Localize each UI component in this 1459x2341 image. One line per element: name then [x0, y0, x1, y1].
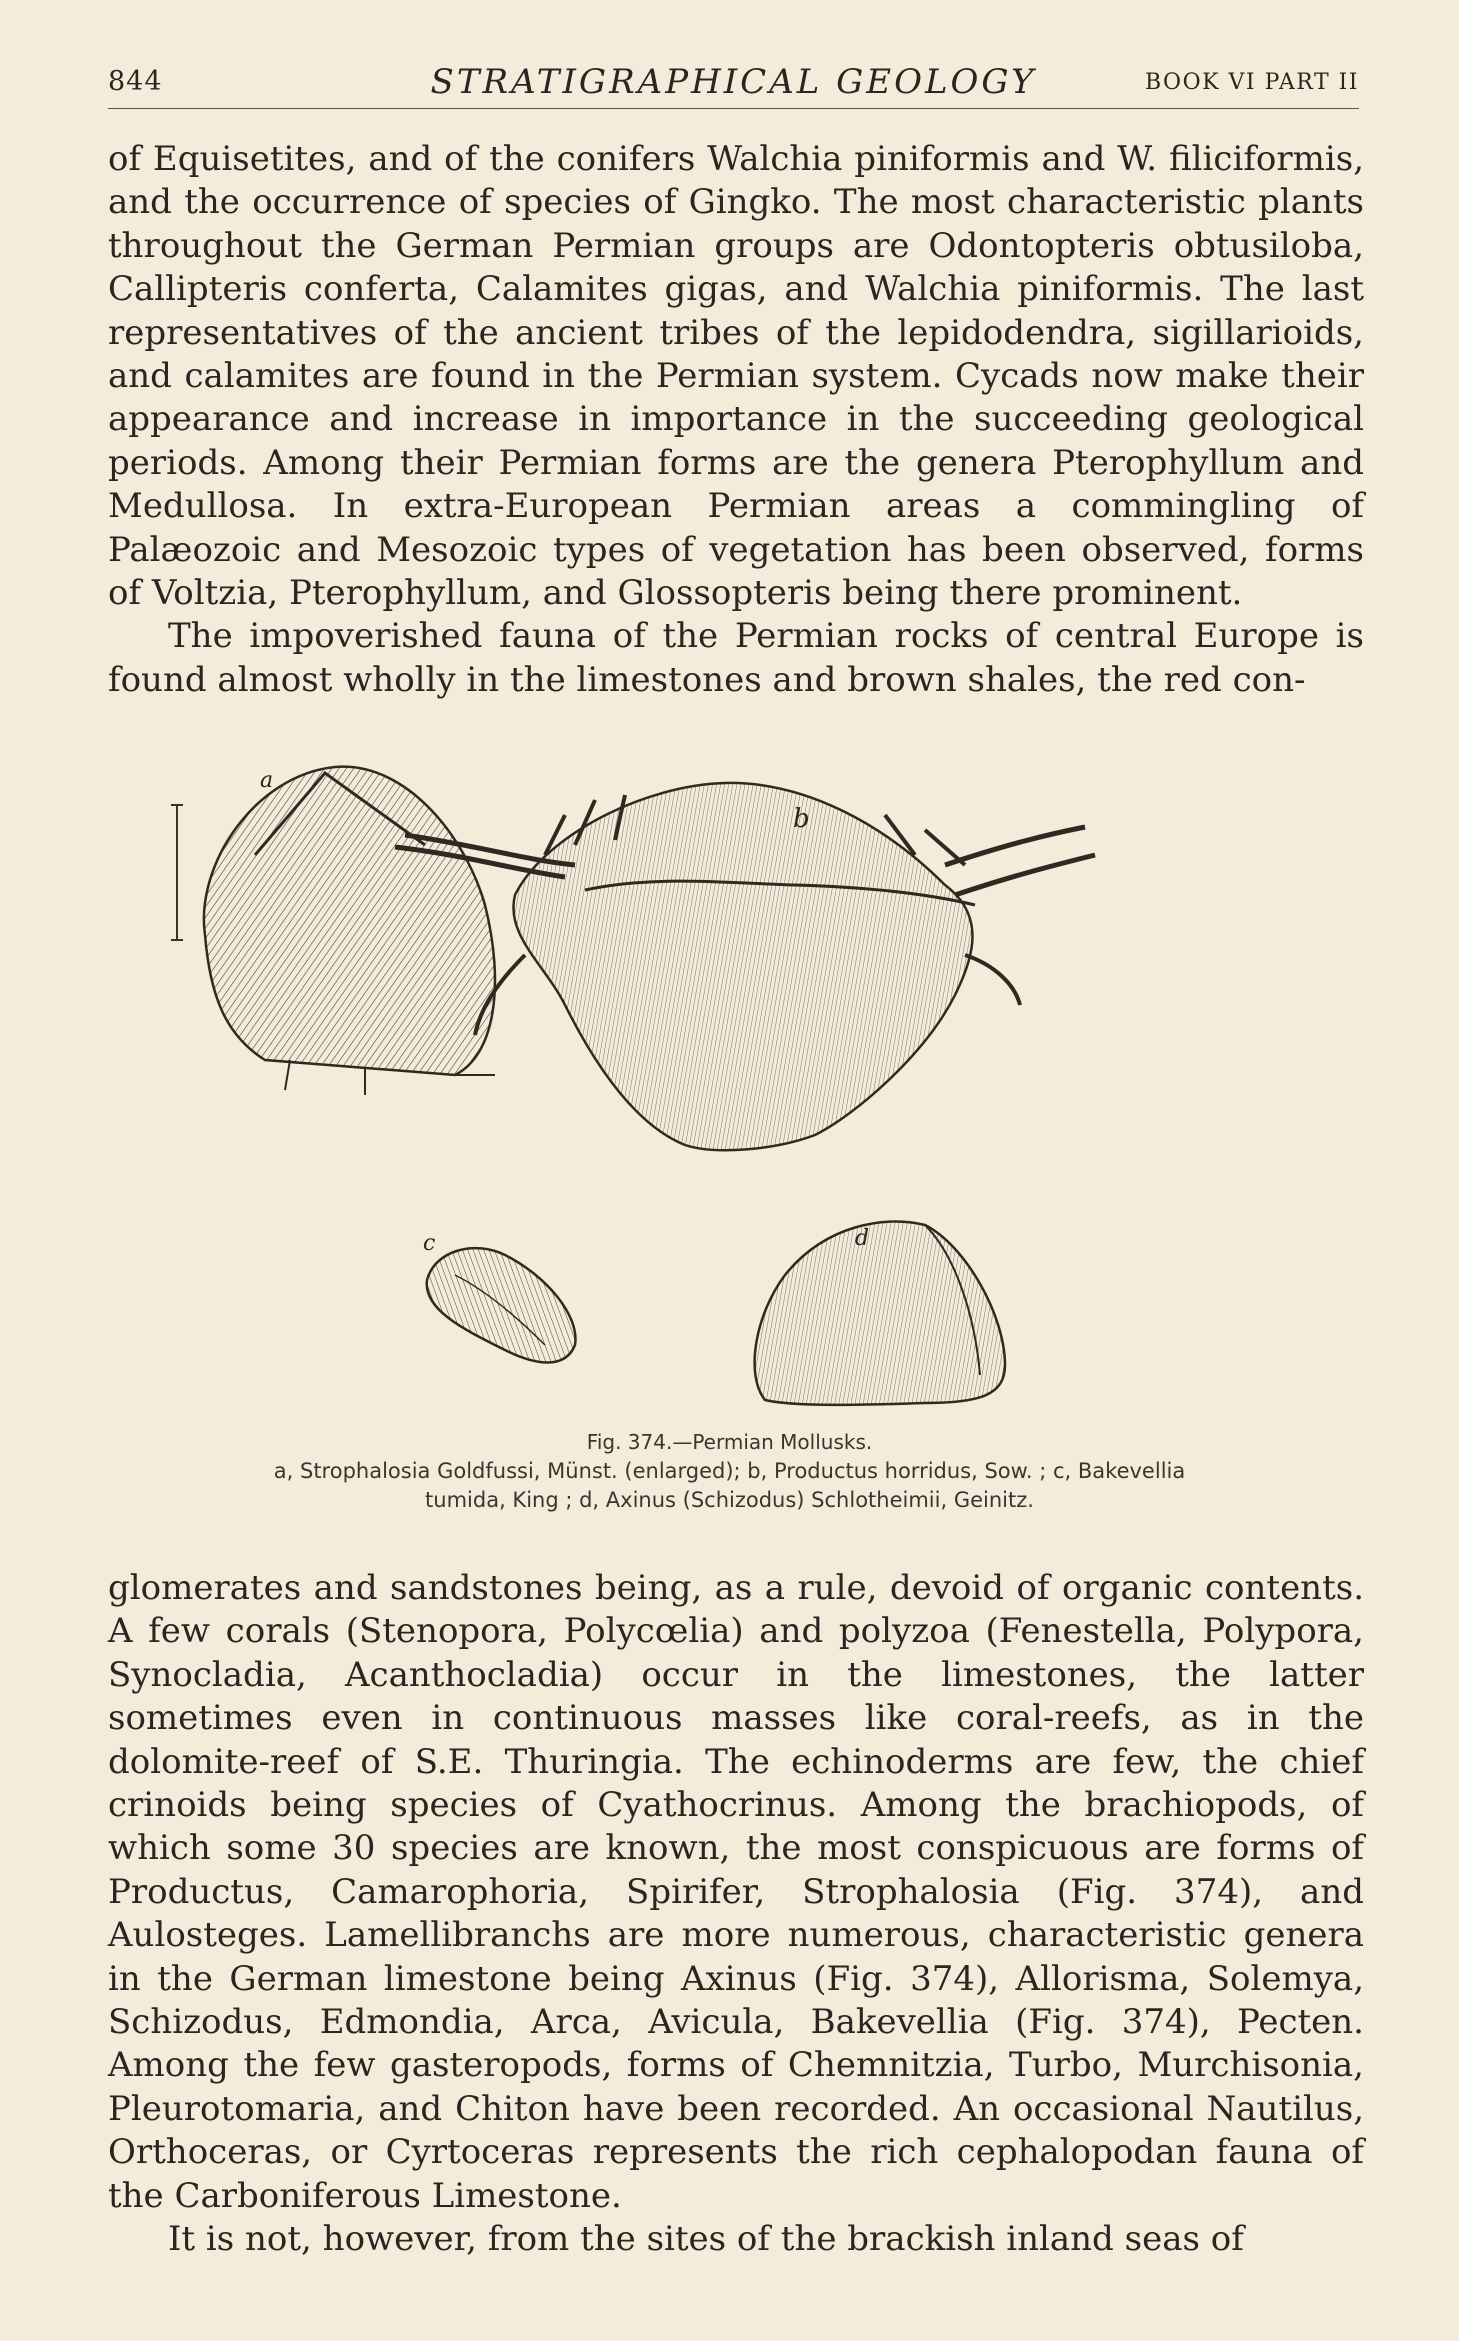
page-number: 844 — [108, 66, 163, 97]
label-d: d — [855, 1226, 870, 1251]
paragraph-flora: of Equisetites, and of the conifers Walchia piniformis and W. filiciformis, and the occurrence of species of Gingko. The most characteristic plants throughout the German Permian groups are Odontopteris obtusiloba, Callipteris conferta, Calamites gigas, and Walchia piniformis. The last representatives of the ancient tribes of the lepidodendra, sigillarioids, and calamites are found in the Permian system. Cycads now make their appearance and increase in importance in the succeeding geological periods. Among their Permian forms are the genera Pterophyllum and Medullosa. In extra-European Permian areas a commingling of Palæozoic and Mesozoic types of vegetation has been observed, forms of Voltzia, Pterophyllum, and Glossopteris being there prominent. — [108, 139, 1364, 614]
label-b: b — [793, 804, 810, 834]
text-block-bottom — [108, 1567, 1364, 2262]
paragraph-next: It is not, however, from the sites of the brackish inland seas of — [168, 2219, 1244, 2260]
specimen-d-axinus — [755, 1222, 1005, 1405]
figure-permian-mollusks — [165, 755, 1335, 1415]
specimen-c-bakevellia — [427, 1248, 576, 1362]
text-block-top — [108, 138, 1364, 702]
figure-caption — [150, 1428, 1309, 1515]
specimen-b-productus — [395, 783, 1095, 1150]
caption-line-1: a, Strophalosia Goldfussi, Münst. (enlarged); b, Productus horridus, Sow. ; c, Bakevellia — [273, 1459, 1186, 1483]
mollusk-illustration — [165, 755, 1335, 1415]
running-header — [108, 58, 1359, 109]
paragraph-fauna-intro: The impoverished fauna of the Permian rocks of central Europe is found almost wholly in the limestones and brown shales, the red con- — [108, 616, 1364, 700]
label-c: c — [423, 1231, 436, 1256]
caption-title: Fig. 374.—Permian Mollusks. — [586, 1430, 873, 1454]
paragraph-fauna-continued: glomerates and sandstones being, as a rule, devoid of organic contents. A few corals (Stenopora, Polycœlia) and polyzoa (Fenestella, Polypora, Synocladia, Acanthocladia) occur in the limestones, the latter sometimes even in continuous masses like coral-reefs, as in the dolomite-reef of S.E. Thuringia. The echinoderms are few, the chief crinoids being species of Cyathocrinus. Among the brachiopods, of which some 30 species are known, the most conspicuous are forms of Productus, Camarophoria, Spirifer, Strophalosia (Fig. 374), and Aulosteges. Lamellibranchs are more numerous, characteristic genera in the German limestone being Axinus (Fig. 374), Allorisma, Solemya, Schizodus, Edmondia, Arca, Avicula, Bakevellia (Fig. 374), Pecten. Among the few gasteropods, forms of Chemnitzia, Turbo, Murchisonia, Pleurotomaria, and Chiton have been recorded. An occasional Nautilus, Orthoceras, or Cyrtoceras represents the rich cephalopodan fauna of the Carboniferous Limestone. — [108, 1568, 1364, 2216]
specimen-a-strophalosia — [171, 767, 495, 1095]
book-part: BOOK VI PART II — [1144, 70, 1359, 95]
running-title: STRATIGRAPHICAL GEOLOGY — [430, 62, 1037, 102]
label-a: a — [260, 768, 274, 793]
caption-line-2: tumida, King ; d, Axinus (Schizodus) Schlotheimii, Geinitz. — [425, 1488, 1034, 1512]
